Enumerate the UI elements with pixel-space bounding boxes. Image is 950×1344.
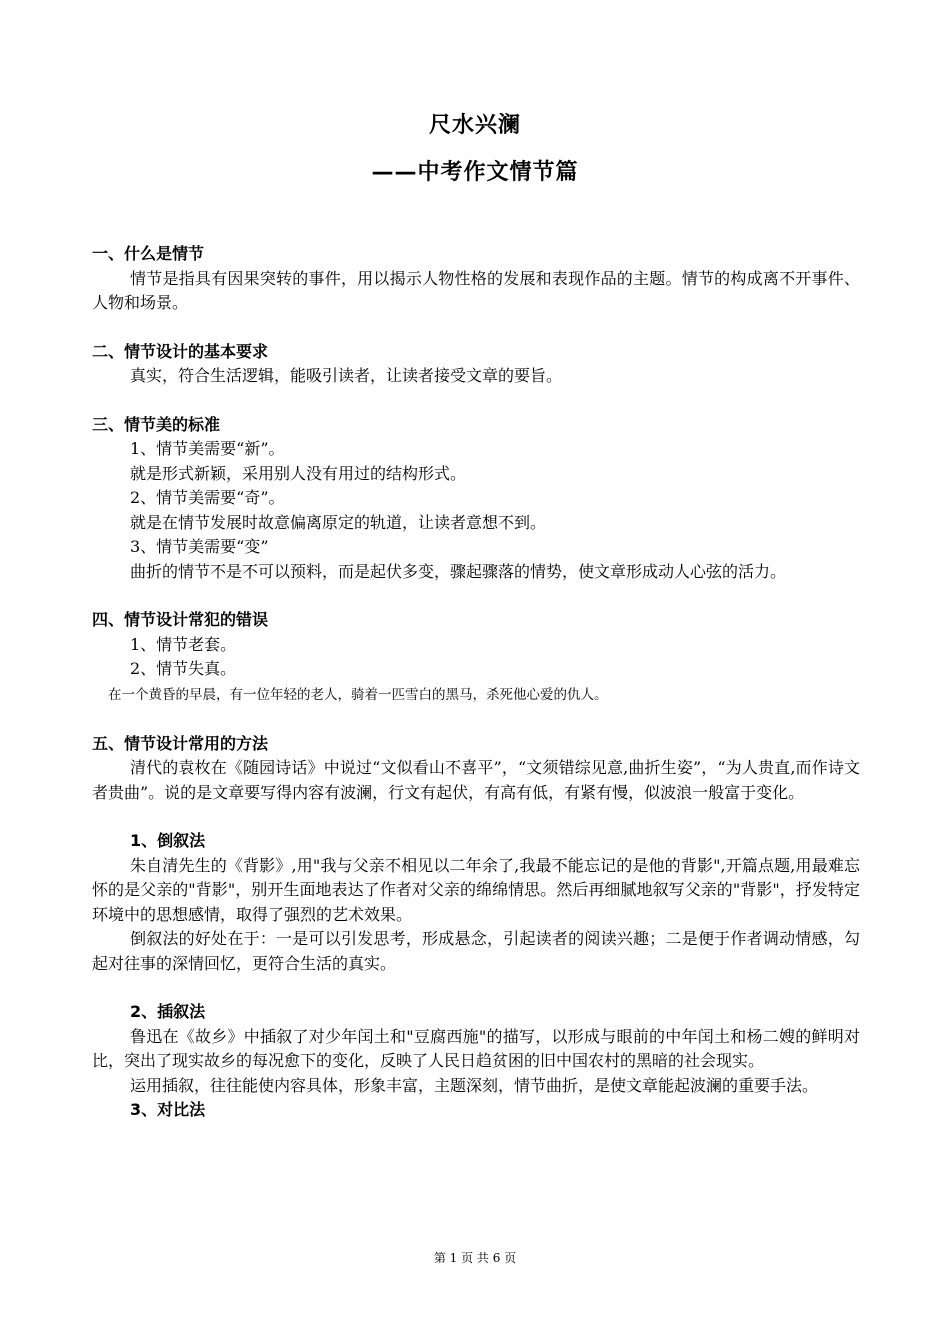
method-heading: 3、对比法 [130,1100,206,1119]
example-sentence: 在一个黄昏的早晨，有一位年轻的老人，骑着一匹雪白的黑马，杀死他心爱的仇人。 [108,686,608,703]
section-heading: 三、情节美的标准 [92,414,221,434]
section-heading: 一、什么是情节 [92,244,205,263]
paragraph: 就是形式新颖，采用别人没有用过的结构形式。 [130,463,467,483]
list-item: 3、情节美需要“变” [130,537,269,556]
paragraph: 运用插叙，往往能使内容具体，形象丰富，主题深刻，情节曲折，是使文章能起波澜的重要手法。 [130,1075,819,1095]
paragraph: 鲁迅在《故乡》中插叙了对少年闰土和"豆腐西施"的描写，以形成与眼前的中年闰土和杨二嫂的鲜明对比，突出了现实故乡的每况愈下的变化，反映了人民日趋贫困的旧中国农村的黑暗的社会现实。 [92,1026,860,1070]
page-title: 尺水兴澜 [428,113,521,138]
paragraph: 就是在情节发展时故意偏离原定的轨道，让读者意想不到。 [130,512,547,532]
paragraph: 曲折的情节不是不可以预料，而是起伏多变，骤起骤落的情势，使文章形成动人心弦的活力。 [130,561,787,581]
section-heading: 五、情节设计常用的方法 [92,733,269,753]
list-item: 2、情节美需要“奇”。 [130,488,285,507]
paragraph: 倒叙法的好处在于：一是可以引发思考，形成悬念，引起读者的阅读兴趣；二是便于作者调动情感，勾起对往事的深情回忆，更符合生活的真实。 [92,929,860,973]
list-item: 2、情节失真。 [130,659,237,678]
paragraph: 情节是指具有因果突转的事件，用以揭示人物性格的发展和表现作品的主题。情节的构成离不开事件、人物和场景。 [92,268,860,312]
list-item: 1、情节老套。 [130,634,237,654]
list-item: 1、情节美需要“新”。 [130,439,285,458]
document-body [92,242,860,1123]
page-subtitle: ——中考作文情节篇 [371,160,579,185]
paragraph: 真实，符合生活逻辑，能吸引读者，让读者接受文章的要旨。 [130,366,563,385]
paragraph: 朱自清先生的《背影》,用"我与父亲不相见以二年余了,我最不能忘记的是他的背影",开篇点题,用最难忘怀的是父亲的"背影"，别开生面地表达了作者对父亲的绵绵情思。然后再细腻地叙写父亲的"背影"，抒发特定环境中的思想感情，取得了强烈的艺术效果。 [92,855,860,924]
section-heading: 二、情节设计的基本要求 [92,341,269,361]
method-heading: 2、插叙法 [130,1002,206,1021]
section-heading: 四、情节设计常犯的错误 [92,610,269,629]
method-heading: 1、倒叙法 [130,831,206,850]
page-footer: 第 1 页 共 6 页 [433,1251,517,1265]
paragraph: 清代的袁枚在《随园诗话》中说过“文似看山不喜平”，“文须错综见意,曲折生姿”，“为人贵直,而作诗文者贵曲”。说的是文章要写得内容有波澜，行文有起伏，有高有低，有紧有慢，似波浪一般富于变化。 [92,758,860,802]
